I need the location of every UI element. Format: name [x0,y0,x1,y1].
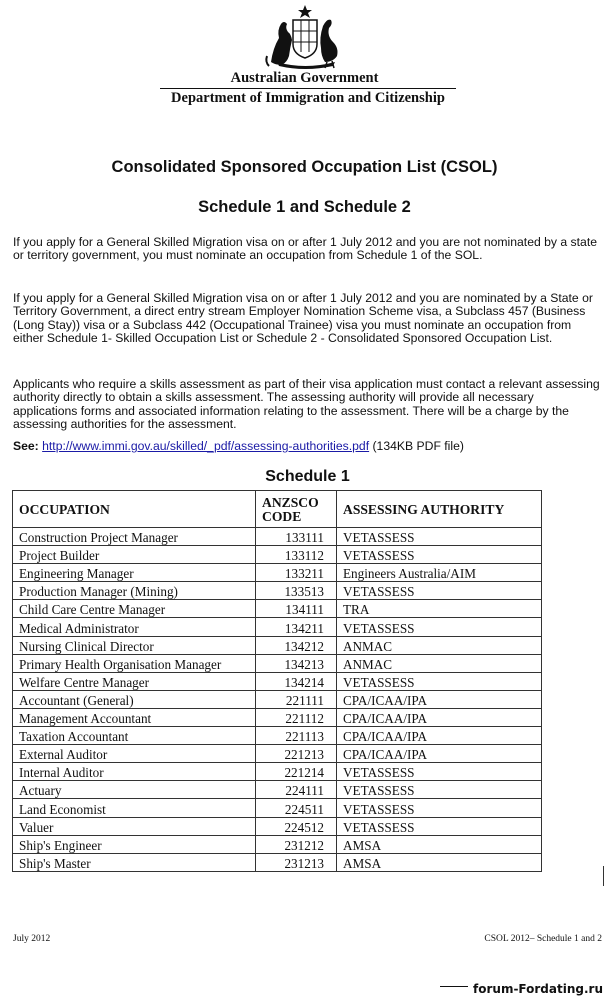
table-header-row [13,491,542,528]
authority-cell: AMSA [337,835,542,853]
table-row [13,564,542,582]
document-title: Consolidated Sponsored Occupation List (CSOL) [111,158,498,176]
authority-cell: ANMAC [337,636,542,654]
occupation-cell: Ship's Engineer [13,835,256,853]
occupation-cell: Welfare Centre Manager [13,672,256,690]
column-header-occupation: OCCUPATION [13,491,256,528]
table-row [13,582,542,600]
code-cell: 224511 [256,799,337,817]
table-row [13,690,542,708]
occupation-table [12,490,542,872]
authority-cell: VETASSESS [337,817,542,835]
authority-cell: VETASSESS [337,799,542,817]
code-cell: 134213 [256,654,337,672]
table-row [13,763,542,781]
authority-cell: VETASSESS [337,528,542,546]
authority-cell: VETASSESS [337,763,542,781]
intro-paragraph-3: Applicants who require a skills assessment as part of their visa application must contact a relevant assessing authority directly to obtain a skills assessment. The assessing authority will provide all necessary applications forms and associated information relating to the assessment. There will be a charge by the assessing authorities for the assessment. [13,377,600,432]
code-cell: 231212 [256,835,337,853]
authority-cell: VETASSESS [337,582,542,600]
authority-cell: AMSA [337,853,542,871]
table-row [13,546,542,564]
authority-cell: VETASSESS [337,672,542,690]
table-row [13,799,542,817]
code-cell: 133112 [256,546,337,564]
table-row [13,636,542,654]
column-header-authority: ASSESSING AUTHORITY [337,491,542,528]
watermark-text: forum-Fordating.ru [473,982,603,996]
schedule-heading: Schedule 1 [265,468,350,485]
column-header-code: ANZSCO CODE [256,491,337,528]
code-cell: 134212 [256,636,337,654]
occupation-cell: Taxation Accountant [13,727,256,745]
table-row [13,727,542,745]
document-subtitle: Schedule 1 and Schedule 2 [198,198,411,216]
footer-date: July 2012 [13,934,51,944]
table-row [13,654,542,672]
occupation-cell: Construction Project Manager [13,528,256,546]
occupation-cell: Primary Health Organisation Manager [13,654,256,672]
code-cell: 221113 [256,727,337,745]
authority-cell: CPA/ICAA/IPA [337,727,542,745]
footer-document-ref: CSOL 2012– Schedule 1 and 2 [484,934,602,944]
coat-of-arms-icon [263,4,347,70]
occupation-cell: Actuary [13,781,256,799]
intro-paragraph-1: If you apply for a General Skilled Migration visa on or after 1 July 2012 and you are not nominated by a state or territory government, you must nominate an occupation from Schedule 1 of the SOL. [13,235,597,263]
table-row [13,817,542,835]
occupation-cell: External Auditor [13,745,256,763]
code-cell: 221111 [256,690,337,708]
occupation-cell: Internal Auditor [13,763,256,781]
authority-cell: TRA [337,600,542,618]
authority-cell: Engineers Australia/AIM [337,564,542,582]
table-row [13,708,542,726]
government-name: Australian Government [230,70,379,86]
occupation-cell: Accountant (General) [13,690,256,708]
code-cell: 134111 [256,600,337,618]
watermark-rule [440,986,468,987]
occupation-cell: Land Economist [13,799,256,817]
code-cell: 224111 [256,781,337,799]
table-row [13,781,542,799]
occupation-cell: Project Builder [13,546,256,564]
table-row [13,528,542,546]
code-cell: 221112 [256,708,337,726]
authority-cell: VETASSESS [337,546,542,564]
code-cell: 134214 [256,672,337,690]
occupation-cell: Child Care Centre Manager [13,600,256,618]
table-row [13,672,542,690]
authority-cell: CPA/ICAA/IPA [337,690,542,708]
table-row [13,745,542,763]
see-reference [13,439,603,453]
occupation-cell: Nursing Clinical Director [13,636,256,654]
assessing-authorities-link[interactable]: http://www.immi.gov.au/skilled/_pdf/assessing-authorities.pdf [42,439,370,453]
table-body [13,528,542,872]
pdf-size-note: (134KB PDF file) [369,439,464,453]
authority-cell: CPA/ICAA/IPA [337,745,542,763]
authority-cell: ANMAC [337,654,542,672]
see-label: See: [13,439,39,453]
code-cell: 224512 [256,817,337,835]
table-row [13,600,542,618]
table-row [13,618,542,636]
code-cell: 133513 [256,582,337,600]
table-edge-mark [603,866,604,886]
authority-cell: VETASSESS [337,618,542,636]
authority-cell: VETASSESS [337,781,542,799]
code-cell: 133211 [256,564,337,582]
code-cell: 221213 [256,745,337,763]
occupation-cell: Production Manager (Mining) [13,582,256,600]
authority-cell: CPA/ICAA/IPA [337,708,542,726]
code-cell: 133111 [256,528,337,546]
table-row [13,853,542,871]
occupation-cell: Ship's Master [13,853,256,871]
code-cell: 231213 [256,853,337,871]
occupation-cell: Management Accountant [13,708,256,726]
occupation-cell: Engineering Manager [13,564,256,582]
code-cell: 221214 [256,763,337,781]
department-name: Department of Immigration and Citizenship [160,88,456,107]
occupation-cell: Valuer [13,817,256,835]
occupation-cell: Medical Administrator [13,618,256,636]
code-cell: 134211 [256,618,337,636]
intro-paragraph-2: If you apply for a General Skilled Migration visa on or after 1 July 2012 and you are nominated by a State or Territory Government, a direct entry stream Employer Nomination Scheme visa, a Subclass 457 (Business (Long Stay)) visa or a Subclass 442 (Occupational Trainee) visa you must nominate an occupation from either Schedule 1- Skilled Occupation List or Schedule 2 - Consolidated Sponsored Occupation List. [13,291,593,346]
table-row [13,835,542,853]
